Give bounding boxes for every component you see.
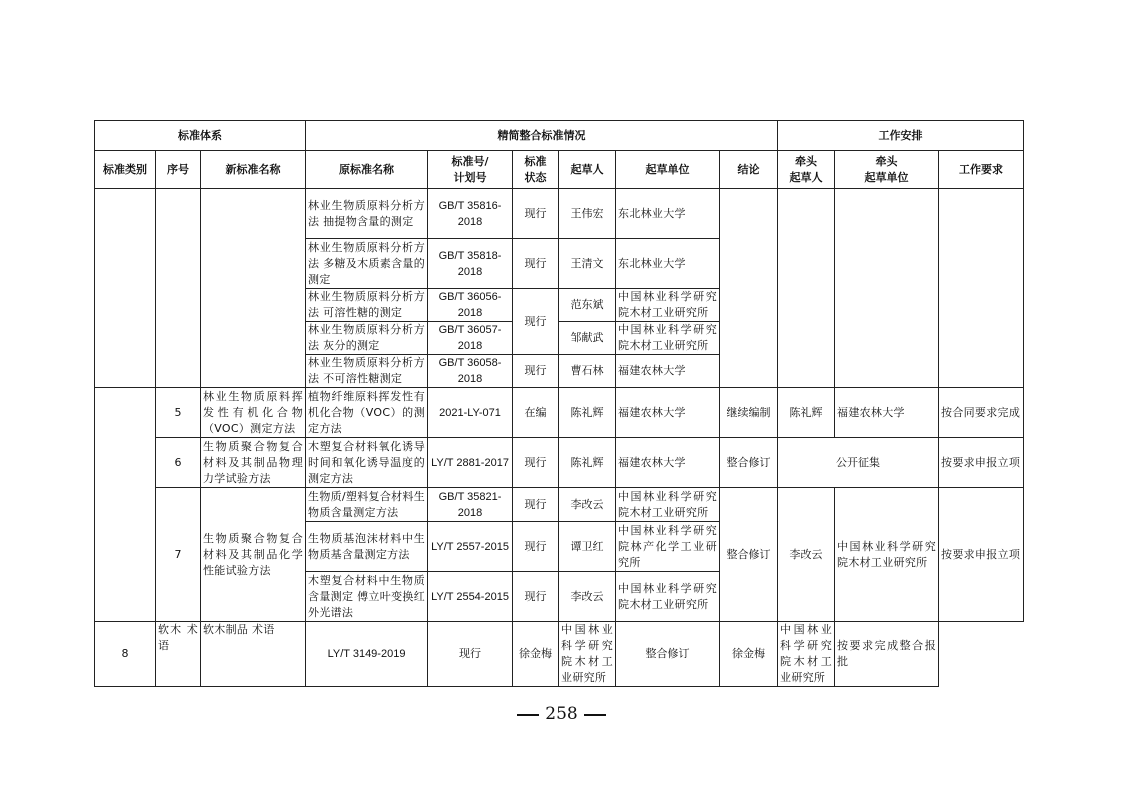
header-lead-unit-line1: 牵头 bbox=[875, 154, 898, 168]
cell-lead: 李改云 bbox=[778, 488, 835, 622]
header-new-name: 新标准名称 bbox=[201, 151, 306, 189]
header-category: 标准类别 bbox=[95, 151, 156, 189]
cell-std-no: LY/T 2881-2017 bbox=[428, 438, 513, 488]
cell-category bbox=[95, 388, 156, 622]
cell-conclusion bbox=[720, 189, 778, 388]
table-row bbox=[95, 438, 1024, 488]
cell-conclusion: 整合修订 bbox=[616, 622, 720, 687]
cell-new-name: 生物质聚合物复合材料及其制品物理力学试验方法 bbox=[201, 438, 306, 488]
cell-orig-name: 生物质基泡沫材料中生物质基含量测定方法 bbox=[306, 522, 428, 572]
cell-status: 在编 bbox=[513, 388, 559, 438]
cell-status: 现行 bbox=[513, 289, 559, 355]
cell-status: 现行 bbox=[513, 355, 559, 388]
cell-orig-name: 软木制品 术语 bbox=[201, 622, 306, 687]
cell-conclusion: 整合修订 bbox=[720, 438, 778, 488]
cell-lead-unit bbox=[835, 189, 939, 388]
cell-lead: 陈礼辉 bbox=[778, 388, 835, 438]
cell-new-name: 软木 术语 bbox=[156, 622, 201, 687]
header-standard-system: 标准体系 bbox=[95, 121, 306, 151]
cell-drafter: 李改云 bbox=[559, 488, 616, 522]
cell-std-no: GB/T 35821-2018 bbox=[428, 488, 513, 522]
header-status-line1: 标准 bbox=[524, 154, 547, 168]
cell-orig-name: 林业生物质原料分析方法 不可溶性糖测定 bbox=[306, 355, 428, 388]
cell-unit: 中国林业科学研究院木材工业研究所 bbox=[616, 289, 720, 322]
cell-unit: 东北林业大学 bbox=[616, 189, 720, 239]
cell-status: 现行 bbox=[428, 622, 513, 687]
dash-right bbox=[584, 714, 606, 716]
header-column-row bbox=[95, 151, 1024, 189]
cell-drafter: 陈礼辉 bbox=[559, 438, 616, 488]
cell-orig-name: 林业生物质原料分析方法 可溶性糖的测定 bbox=[306, 289, 428, 322]
header-std-no bbox=[428, 151, 513, 189]
cell-orig-name: 林业生物质原料分析方法 灰分的测定 bbox=[306, 322, 428, 355]
cell-new-name: 生物质聚合物复合材料及其制品化学性能试验方法 bbox=[201, 488, 306, 622]
cell-drafter: 范东斌 bbox=[559, 289, 616, 322]
cell-status: 现行 bbox=[513, 189, 559, 239]
cell-conclusion: 继续编制 bbox=[720, 388, 778, 438]
cell-requirement: 按要求申报立项 bbox=[939, 438, 1024, 488]
cell-drafter: 李改云 bbox=[559, 572, 616, 622]
header-lead-line2: 起草人 bbox=[789, 170, 823, 184]
standards-table bbox=[94, 120, 1024, 687]
cell-status: 现行 bbox=[513, 572, 559, 622]
header-status-line2: 状态 bbox=[524, 170, 547, 184]
header-no: 序号 bbox=[156, 151, 201, 189]
cell-orig-name: 植物纤维原料挥发性有机化合物（VOC）的测定方法 bbox=[306, 388, 428, 438]
cell-drafter: 王清文 bbox=[559, 239, 616, 289]
cell-std-no: GB/T 36058-2018 bbox=[428, 355, 513, 388]
cell-std-no: GB/T 36057-2018 bbox=[428, 322, 513, 355]
cell-lead-unit: 中国林业科学研究院木材工业研究所 bbox=[835, 488, 939, 622]
cell-lead: 徐金梅 bbox=[720, 622, 778, 687]
cell-requirement: 按要求完成整合报批 bbox=[835, 622, 939, 687]
cell-std-no: LY/T 2557-2015 bbox=[428, 522, 513, 572]
cell-unit: 中国林业科学研究院木材工业研究所 bbox=[616, 488, 720, 522]
header-conclusion: 结论 bbox=[720, 151, 778, 189]
table-row bbox=[95, 622, 1024, 687]
cell-unit: 福建农林大学 bbox=[616, 388, 720, 438]
cell-drafter: 谭卫红 bbox=[559, 522, 616, 572]
cell-unit: 福建农林大学 bbox=[616, 355, 720, 388]
cell-orig-name: 林业生物质原料分析方法 抽提物含量的测定 bbox=[306, 189, 428, 239]
cell-std-no: GB/T 35818-2018 bbox=[428, 239, 513, 289]
cell-new-name: 林业生物质原料挥发性有机化合物（VOC）测定方法 bbox=[201, 388, 306, 438]
header-lead-line1: 牵头 bbox=[795, 154, 818, 168]
cell-orig-name: 林业生物质原料分析方法 多糖及木质素含量的测定 bbox=[306, 239, 428, 289]
cell-requirement: 按合同要求完成 bbox=[939, 388, 1024, 438]
table-row bbox=[95, 189, 1024, 239]
cell-drafter: 徐金梅 bbox=[513, 622, 559, 687]
page-number: 258 bbox=[545, 704, 578, 724]
dash-left bbox=[517, 714, 539, 716]
cell-lead-unit: 福建农林大学 bbox=[835, 388, 939, 438]
header-consolidation: 精简整合标准情况 bbox=[306, 121, 778, 151]
cell-unit: 中国林业科学研究院木材工业研究所 bbox=[559, 622, 616, 687]
table-row bbox=[95, 388, 1024, 438]
cell-status: 现行 bbox=[513, 488, 559, 522]
table-row bbox=[95, 488, 1024, 522]
header-unit: 起草单位 bbox=[616, 151, 720, 189]
cell-conclusion: 整合修订 bbox=[720, 488, 778, 622]
header-lead-unit-line2: 起草单位 bbox=[864, 170, 909, 184]
cell-status: 现行 bbox=[513, 438, 559, 488]
cell-lead-unit: 中国林业科学研究院木材工业研究所 bbox=[778, 622, 835, 687]
cell-lead-merged: 公开征集 bbox=[778, 438, 939, 488]
cell-drafter: 邹献武 bbox=[559, 322, 616, 355]
cell-std-no: LY/T 3149-2019 bbox=[306, 622, 428, 687]
cell-drafter: 曹石林 bbox=[559, 355, 616, 388]
header-drafter: 起草人 bbox=[559, 151, 616, 189]
cell-unit: 中国林业科学研究院木材工业研究所 bbox=[616, 572, 720, 622]
cell-status: 现行 bbox=[513, 522, 559, 572]
cell-orig-name: 木塑复合材料中生物质含量测定 傅立叶变换红外光谱法 bbox=[306, 572, 428, 622]
cell-unit: 中国林业科学研究院林产化学工业研究所 bbox=[616, 522, 720, 572]
cell-no bbox=[156, 189, 201, 388]
cell-requirement: 按要求申报立项 bbox=[939, 488, 1024, 622]
cell-lead bbox=[778, 189, 835, 388]
cell-no: 6 bbox=[156, 438, 201, 488]
cell-no: 5 bbox=[156, 388, 201, 438]
cell-unit: 东北林业大学 bbox=[616, 239, 720, 289]
cell-drafter: 陈礼辉 bbox=[559, 388, 616, 438]
cell-std-no: 2021-LY-071 bbox=[428, 388, 513, 438]
cell-drafter: 王伟宏 bbox=[559, 189, 616, 239]
cell-std-no: GB/T 36056-2018 bbox=[428, 289, 513, 322]
cell-std-no: LY/T 2554-2015 bbox=[428, 572, 513, 622]
cell-std-no: GB/T 35816-2018 bbox=[428, 189, 513, 239]
header-requirement: 工作要求 bbox=[939, 151, 1024, 189]
cell-orig-name: 生物质/塑料复合材料生物质含量测定方法 bbox=[306, 488, 428, 522]
header-lead bbox=[778, 151, 835, 189]
header-orig-name: 原标准名称 bbox=[306, 151, 428, 189]
header-group-row bbox=[95, 121, 1024, 151]
header-lead-unit bbox=[835, 151, 939, 189]
cell-status: 现行 bbox=[513, 239, 559, 289]
cell-no: 7 bbox=[156, 488, 201, 622]
header-std-no-line2: 计划号 bbox=[453, 170, 487, 184]
header-std-no-line1: 标准号/ bbox=[451, 154, 489, 168]
header-status bbox=[513, 151, 559, 189]
cell-category bbox=[95, 189, 156, 388]
cell-new-name bbox=[201, 189, 306, 388]
page-footer bbox=[0, 704, 1123, 724]
cell-requirement bbox=[939, 189, 1024, 388]
cell-orig-name: 木塑复合材料氧化诱导时间和氧化诱导温度的测定方法 bbox=[306, 438, 428, 488]
cell-unit: 福建农林大学 bbox=[616, 438, 720, 488]
cell-no: 8 bbox=[95, 622, 156, 687]
header-work-arrangement: 工作安排 bbox=[778, 121, 1024, 151]
cell-unit: 中国林业科学研究院木材工业研究所 bbox=[616, 322, 720, 355]
